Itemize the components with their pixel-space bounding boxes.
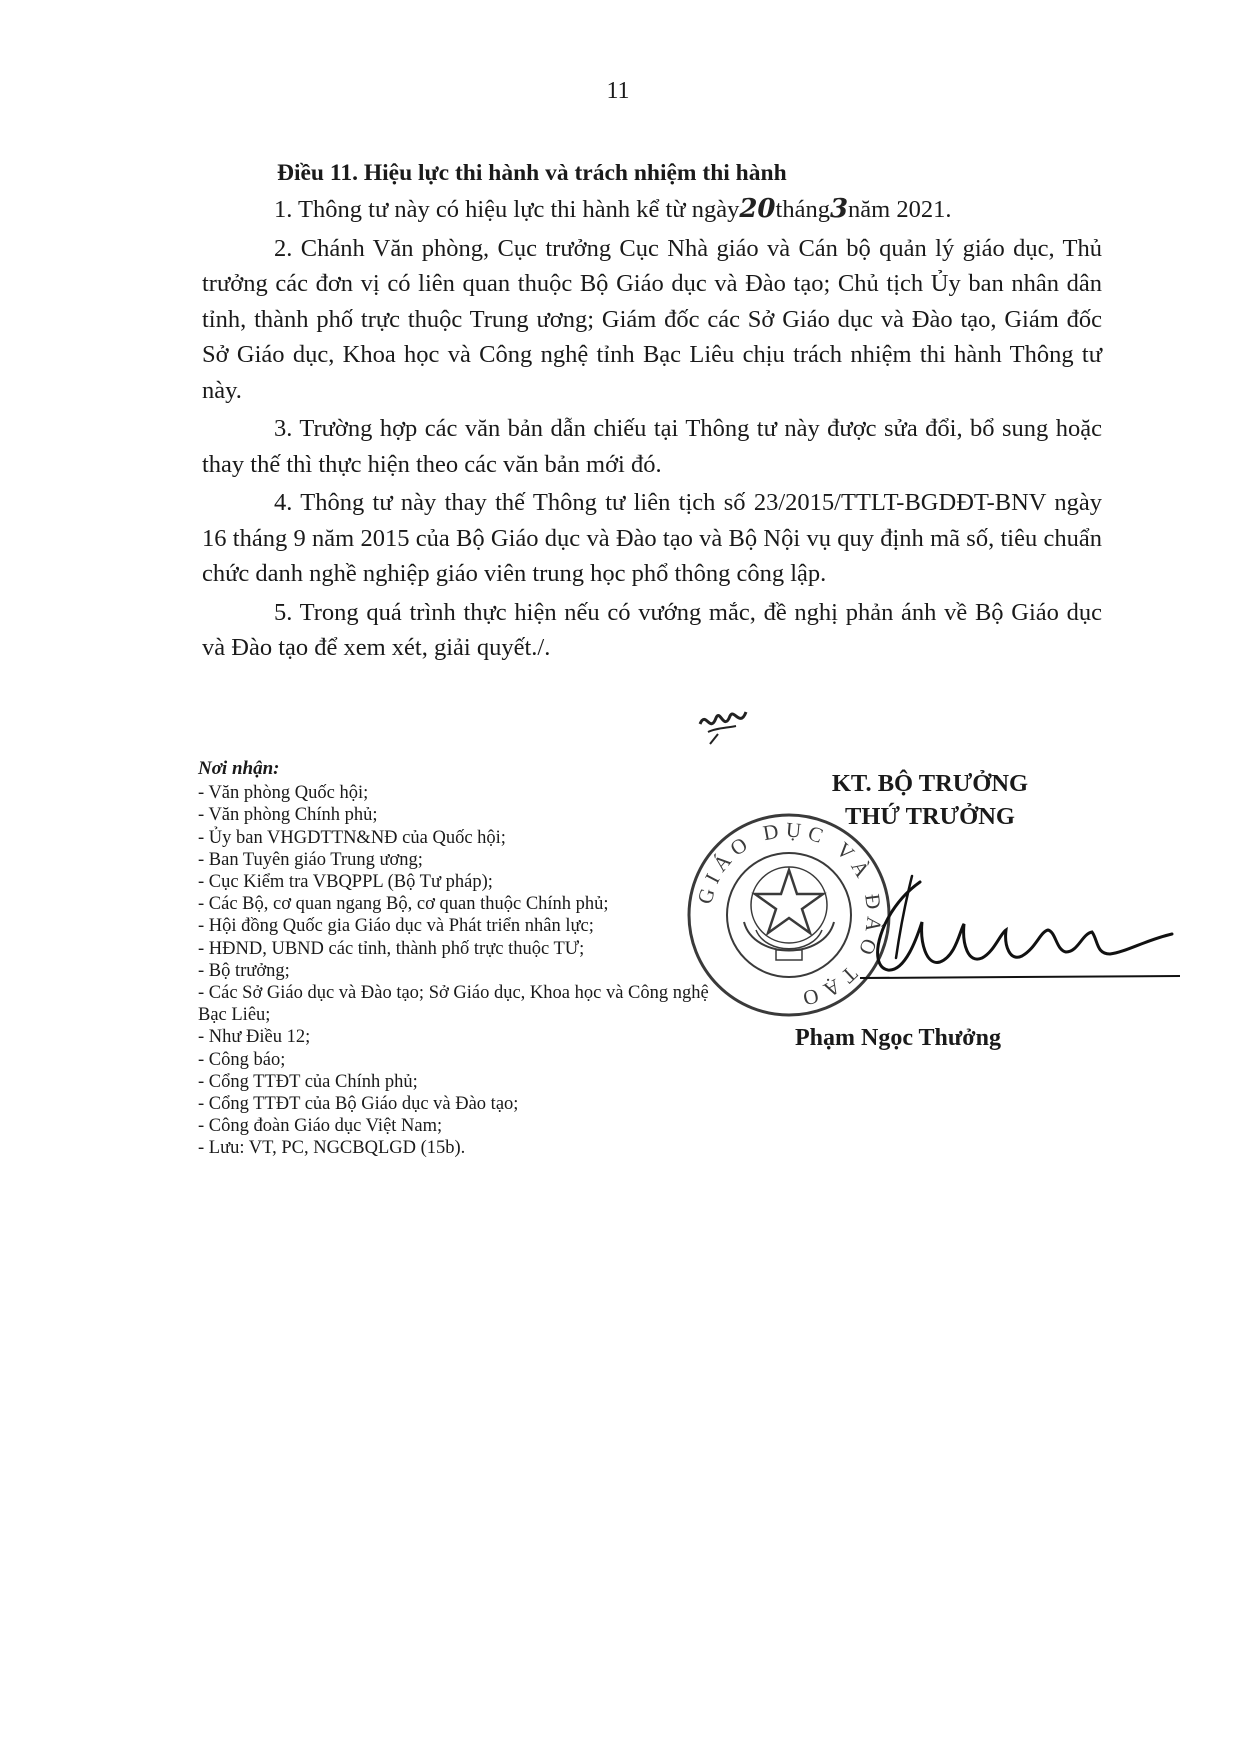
recipient-item: - Cục Kiểm tra VBQPPL (Bộ Tư pháp); [198, 872, 493, 893]
signer-name: Phạm Ngọc Thưởng [795, 1025, 1001, 1051]
recipient-item: - Lưu: VT, PC, NGCBQLGD (15b). [198, 1138, 466, 1159]
recipient-item: - Văn phòng Quốc hội; [198, 783, 369, 804]
handwritten-day: 20 [739, 194, 776, 224]
signer-title-line2: THỨ TRƯỞNG [845, 803, 1015, 830]
article-body [202, 192, 1102, 669]
recipient-item: - Ban Tuyên giáo Trung ương; [198, 849, 423, 870]
recipient-item: - Cổng TTĐT của Bộ Giáo dục và Đào tạo; [198, 1094, 519, 1115]
clause-4: 4. Thông tư này thay thế Thông tư liên tịch số 23/2015/TTLT-BGDĐT-BNV ngày 16 tháng 9 năm 2015 của Bộ Giáo dục và Đào tạo và Bộ Nội vụ quy định mã số, tiêu chuẩn chức danh nghề nghiệp giáo viên trung học phổ thông công lập. [202, 489, 1102, 587]
clause-1-text: 1. Thông tư này có hiệu lực thi hành kể từ ngày [274, 196, 740, 223]
recipient-item: - Bộ trưởng; [198, 960, 290, 981]
recipient-item: - Công đoàn Giáo dục Việt Nam; [198, 1116, 443, 1137]
article-heading: Điều 11. Hiệu lực thi hành và trách nhiệm thi hành [277, 160, 787, 186]
initial-mark [696, 704, 750, 746]
recipient-item: - Công báo; [198, 1049, 286, 1070]
clause-3: 3. Trường hợp các văn bản dẫn chiếu tại Thông tư này được sửa đổi, bổ sung hoặc thay thế thì thực hiện theo các văn bản mới đó. [202, 415, 1102, 478]
clause-2: 2. Chánh Văn phòng, Cục trưởng Cục Nhà giáo và Cán bộ quản lý giáo dục, Thủ trưởng các đơn vị có liên quan thuộc Bộ Giáo dục và Đào tạo; Chủ tịch Ủy ban nhân dân tỉnh, thành phố trực thuộc Trung ương; Giám đốc các Sở Giáo dục và Đào tạo, Giám đốc Sở Giáo dục, Khoa học và Công nghệ tỉnh Bạc Liêu chịu trách nhiệm thi hành Thông tư này. [202, 234, 1102, 404]
recipient-items [198, 782, 718, 1159]
clause-1 [202, 192, 1102, 228]
handwritten-signature [860, 870, 1180, 990]
recipient-item: - HĐND, UBND các tỉnh, thành phố trực thuộc TƯ; [198, 938, 585, 959]
recipient-item: - Văn phòng Chính phủ; [198, 805, 378, 826]
page-number: 11 [606, 78, 630, 104]
clause-1-year: năm 2021. [848, 196, 952, 223]
recipients-title: Nơi nhận: [198, 758, 280, 779]
recipient-item: - Các Sở Giáo dục và Đào tạo; Sở Giáo dục, Khoa học và Công nghệ Bạc Liêu; [198, 983, 709, 1026]
svg-text:GIÁO DỤC VÀ ĐÀO TẠO [693, 817, 887, 1011]
recipient-item: - Ủy ban VHGDTTN&NĐ của Quốc hội; [198, 827, 506, 848]
clause-1-month-label: tháng [775, 196, 830, 223]
clause-5: 5. Trong quá trình thực hiện nếu có vướng mắc, đề nghị phản ánh về Bộ Giáo dục và Đào tạo để xem xét, giải quyết./. [202, 598, 1102, 661]
recipient-item: - Hội đồng Quốc gia Giáo dục và Phát triển nhân lực; [198, 916, 594, 937]
recipients-list [198, 758, 718, 1160]
recipient-item: - Cổng TTĐT của Chính phủ; [198, 1071, 418, 1092]
recipient-item: - Như Điều 12; [198, 1027, 311, 1048]
seal-text: GIÁO DỤC VÀ ĐÀO TẠO [692, 817, 887, 1012]
signer-title-line1: KT. BỘ TRƯỞNG [831, 770, 1029, 797]
handwritten-month: 3 [829, 194, 849, 224]
recipient-item: - Các Bộ, cơ quan ngang Bộ, cơ quan thuộc Chính phủ; [198, 894, 609, 915]
